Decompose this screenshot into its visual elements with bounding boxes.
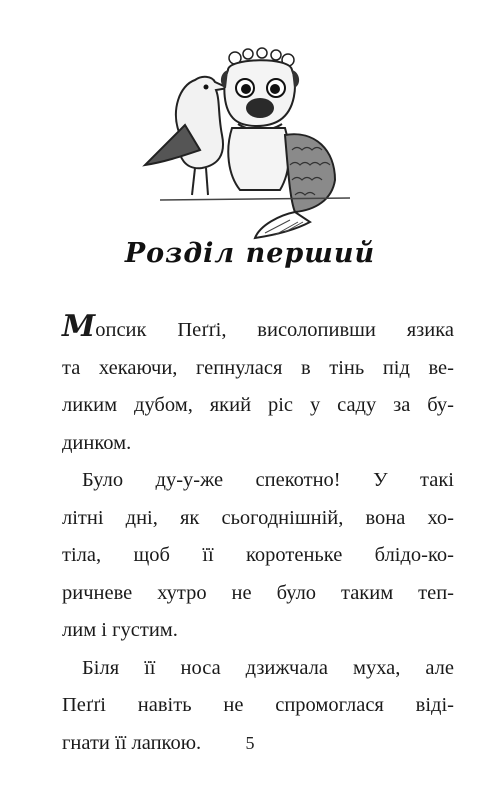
paragraph — [62, 462, 454, 650]
body-text — [62, 309, 454, 762]
text-line: ликим дубом, який ріс у саду за бу- — [62, 394, 454, 416]
page-number: 5 — [245, 733, 255, 753]
text-line: гнати її лапкою. — [62, 731, 202, 754]
text-line-content: опсик Пеґґі, висолопивши язика — [95, 319, 454, 341]
drop-cap: М — [62, 309, 96, 344]
text-line: динком. — [62, 431, 132, 454]
text-line: тіла, щоб її коротеньке блідо-ко- — [62, 544, 454, 566]
text-line: Біля її носа дзижчала муха, але — [82, 656, 454, 679]
text-line: Пеґґі навіть не спромоглася віді- — [62, 694, 454, 716]
text-line: ричневе хутро не було таким теп- — [62, 581, 454, 604]
text-line — [62, 309, 454, 350]
text-line: лим і густим. — [62, 619, 178, 641]
text-line: та хекаючи, гепнулася в тінь під ве- — [62, 356, 454, 379]
pug-mermaid-illustration — [221, 48, 335, 238]
chapter-title: Розділ перший — [124, 238, 376, 269]
seagull-illustration — [145, 77, 228, 195]
chapter-illustration — [140, 40, 360, 240]
text-line: літні дні, як сьогоднішній, вона хо- — [62, 506, 454, 529]
text-line: Було ду-у-же спекотно! У такі — [82, 469, 454, 491]
paragraph — [62, 309, 454, 462]
